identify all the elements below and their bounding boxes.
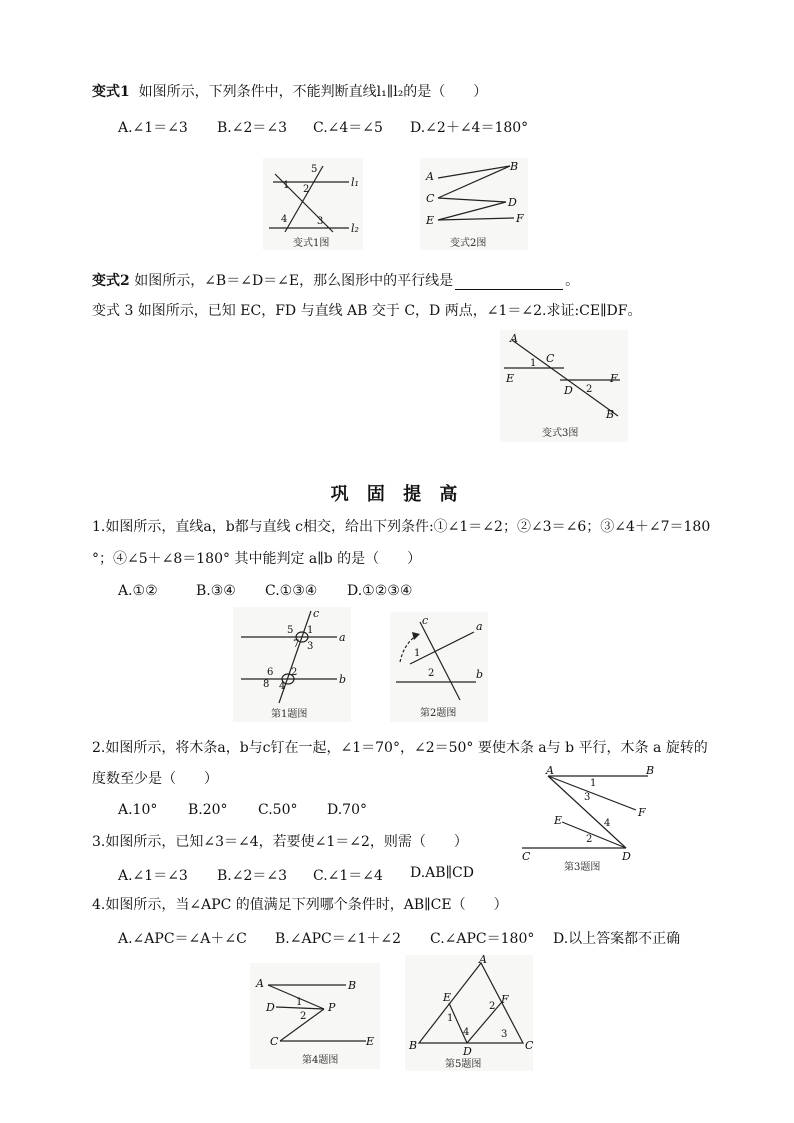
svg-text:b: b	[476, 668, 484, 681]
q5-fig-caption: 第5题图	[445, 1059, 482, 1070]
svg-text:2: 2	[489, 1001, 496, 1012]
q4-fig-caption: 第4题图	[302, 1055, 339, 1066]
variant1-fig-caption: 变式1图	[293, 238, 330, 249]
svg-text:1: 1	[447, 1013, 454, 1024]
svg-text:D: D	[622, 850, 631, 863]
svg-text:1: 1	[414, 648, 421, 659]
q1-option-c: C.①③④	[265, 583, 318, 599]
svg-text:B: B	[510, 160, 519, 173]
variant1-option-c: C.∠4＝∠5	[313, 120, 383, 136]
q2-line1: 2.如图所示，将木条a，b与c钉在一起，∠1＝70°，∠2＝50° 要使木条 a与 b 平行，木条 a 旋转的	[92, 740, 708, 756]
variant1-option-a: A.∠1＝∠3	[118, 120, 188, 136]
svg-text:1: 1	[296, 997, 303, 1008]
q2-option-a: A.10°	[118, 802, 158, 818]
svg-text:F: F	[610, 372, 618, 385]
section-title: 巩 固 提 高	[330, 484, 464, 505]
svg-text:B: B	[348, 979, 357, 992]
svg-text:l₂: l₂	[351, 222, 359, 235]
svg-text:4: 4	[279, 681, 286, 692]
svg-text:3: 3	[307, 641, 314, 652]
svg-text:P: P	[328, 1001, 336, 1014]
svg-text:C: C	[522, 850, 531, 863]
svg-text:F: F	[501, 993, 509, 1006]
variant1-question	[92, 83, 487, 101]
variant1-figure	[263, 158, 363, 250]
svg-text:A: A	[546, 764, 554, 777]
variant1-text: 如图所示，下列条件中，不能判断直线l₁∥l₂的是（ ）	[138, 84, 488, 100]
svg-text:E: E	[554, 814, 563, 827]
q3-option-a: A.∠1＝∠3	[118, 868, 188, 884]
svg-text:E: E	[506, 372, 515, 385]
variant2-text: 如图所示，∠B＝∠D＝∠E，那么图形中的平行线是	[134, 273, 454, 289]
svg-text:C: C	[525, 1039, 533, 1052]
q2-option-c: C.50°	[258, 802, 298, 818]
q3-option-b: B.∠2＝∠3	[217, 868, 288, 884]
q3-figure	[518, 762, 658, 876]
variant2-question	[92, 272, 579, 290]
q4-option-d: D.以上答案都不正确	[553, 931, 681, 947]
svg-text:5: 5	[287, 625, 294, 636]
svg-text:F: F	[516, 212, 524, 225]
svg-text:c: c	[422, 614, 429, 627]
svg-text:6: 6	[267, 667, 274, 678]
variant2-fig-caption: 变式2图	[450, 238, 487, 249]
q1-option-d: D.①②③④	[347, 583, 413, 599]
variant1-head: 变式1	[92, 84, 130, 100]
q4-question: 4.如图所示，当∠APC 的值满足下列哪个条件时，AB∥CE（ ）	[92, 897, 508, 913]
svg-text:2: 2	[586, 384, 593, 395]
q1-figure	[233, 607, 351, 722]
variant2-figure	[420, 158, 528, 250]
svg-text:B: B	[606, 408, 615, 421]
svg-text:D: D	[266, 1001, 275, 1014]
svg-text:C: C	[270, 1035, 279, 1048]
svg-text:2: 2	[303, 184, 310, 195]
variant3-figure	[500, 330, 628, 442]
svg-text:D: D	[564, 384, 573, 397]
svg-text:A: A	[426, 170, 434, 183]
svg-text:1: 1	[307, 625, 314, 636]
q5-figure	[405, 955, 533, 1071]
q3-option-c: C.∠1＝∠4	[313, 868, 383, 884]
svg-text:F: F	[638, 806, 646, 819]
svg-text:7: 7	[293, 639, 300, 650]
q2-option-b: B.20°	[188, 802, 228, 818]
svg-text:2: 2	[300, 1011, 307, 1022]
q2-fig-caption: 第2题图	[420, 708, 457, 719]
svg-text:3: 3	[501, 1029, 508, 1040]
svg-text:E: E	[426, 214, 435, 227]
variant1-option-b: B.∠2＝∠3	[217, 120, 288, 136]
svg-text:D: D	[463, 1045, 472, 1058]
variant3-question: 变式 3 如图所示，已知 EC，FD 与直线 AB 交于 C，D 两点，∠1＝∠2.求证:CE∥DF。	[92, 303, 642, 319]
q1-line1: 1.如图所示，直线a，b都与直线 c相交，给出下列条件:①∠1＝∠2；②∠3＝∠6；③∠4＋∠7＝180	[92, 519, 711, 535]
svg-text:l₁: l₁	[351, 176, 359, 189]
svg-text:C: C	[546, 352, 555, 365]
svg-text:A: A	[256, 977, 264, 990]
svg-text:a: a	[476, 620, 483, 633]
svg-text:1: 1	[530, 358, 537, 369]
svg-text:C: C	[426, 192, 435, 205]
svg-text:1: 1	[283, 180, 290, 191]
q4-option-a: A.∠APC＝∠A＋∠C	[118, 931, 247, 947]
q2-line2: 度数至少是（ ）	[92, 771, 218, 787]
svg-text:8: 8	[263, 679, 270, 690]
svg-text:4: 4	[463, 1027, 470, 1038]
svg-text:2: 2	[428, 668, 435, 679]
variant1-option-d: D.∠2＋∠4＝180°	[410, 120, 529, 136]
q2-option-d: D.70°	[327, 802, 367, 818]
svg-text:D: D	[508, 196, 517, 209]
svg-text:4: 4	[604, 818, 611, 829]
svg-text:c: c	[313, 607, 320, 620]
svg-text:4: 4	[281, 214, 288, 225]
svg-text:B: B	[646, 764, 655, 777]
q1-line2: °；④∠5＋∠8＝180° 其中能判定 a∥b 的是（ ）	[92, 551, 422, 567]
svg-text:2: 2	[586, 834, 593, 845]
q3-option-d: D.AB∥CD	[410, 865, 474, 881]
q1-option-b: B.③④	[196, 583, 236, 599]
svg-text:E: E	[366, 1035, 375, 1048]
q4-option-b: B.∠APC＝∠1＋∠2	[275, 931, 401, 947]
q1-fig-caption: 第1题图	[271, 709, 308, 720]
answer-blank[interactable]	[455, 275, 563, 290]
q3-fig-caption: 第3题图	[564, 862, 601, 873]
q2-figure	[390, 612, 488, 722]
q1-option-a: A.①②	[118, 583, 158, 599]
svg-text:5: 5	[311, 164, 318, 175]
q3-question: 3.如图所示，已知∠3＝∠4，若要使∠1＝∠2，则需（ ）	[92, 834, 468, 850]
variant2-head: 变式2	[92, 273, 130, 289]
variant3-fig-caption: 变式3图	[542, 428, 579, 439]
svg-text:3: 3	[317, 216, 324, 227]
variant2-end: 。	[565, 273, 580, 289]
svg-text:3: 3	[584, 792, 591, 803]
svg-text:b: b	[339, 673, 347, 686]
svg-text:A: A	[479, 955, 487, 966]
svg-text:2: 2	[291, 667, 298, 678]
svg-text:a: a	[339, 631, 346, 644]
q4-figure	[250, 963, 380, 1069]
svg-text:1: 1	[590, 778, 597, 789]
svg-text:E: E	[443, 991, 452, 1004]
q4-option-c: C.∠APC＝180°	[430, 931, 535, 947]
svg-text:A: A	[510, 332, 518, 345]
svg-text:B: B	[409, 1039, 418, 1052]
